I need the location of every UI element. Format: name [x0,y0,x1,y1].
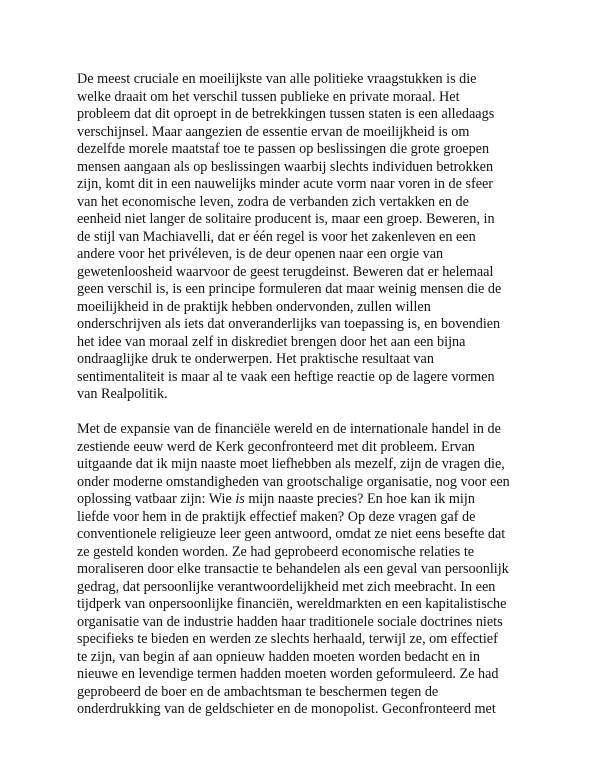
text-line: ondraaglijke druk te onderwerpen. Het praktische resultaat van [77,351,434,367]
text-segment: mijn naaste precies? En hoe kan ik mijn [244,491,475,507]
text-line: de stijl van Machiavelli, dat er één regel is voor het zakenleven en een [77,228,476,245]
paragraph-1 [77,71,527,404]
text-line: gewetenloosheid waarvoor de geest terugdeinst. Beweren dat er helemaal [77,263,494,280]
text-line: zijn, komt dit in een nauwelijks minder acute vorm naar voren in de sfeer [77,176,494,192]
italic-emphasis: is [235,491,245,507]
text-line: het idee van moraal zelf in diskrediet brengen door het aan een bijna [77,333,466,350]
text-line-with-italic [77,491,527,509]
text-line: tijdperk van onpersoonlijke financiën, wereldmarkten en een kapitalistische [77,596,507,612]
text-line: van Realpolitik. [77,386,168,402]
text-line: conventionele religieuze leer geen antwoord, omdat ze niet eens besefte dat [77,526,506,542]
text-line: verschijnsel. Maar aangezien de essentie ervan de moeilijkheid is om [77,123,470,140]
text-line: onderschrijven als iets dat onveranderlijks van toepassing is, en bovendien [77,316,501,332]
paragraph-2 [77,421,527,719]
text-line: moraliseren door elke transactie te behandelen als een geval van persoonlijk [77,561,509,577]
text-line: uitgaande dat ik mijn naaste moet liefhebben als mezelf, zijn de vragen die, [77,456,505,472]
text-line: nieuwe en levendige termen hadden moeten worden geformuleerd. Ze had [77,666,499,682]
text-segment: oplossing vatbaar zijn: Wie [77,491,236,507]
text-line: dezelfde morele maatstaf toe te passen op beslissingen die grote groepen [77,141,490,157]
text-line: liefde voor hem in de praktijk effectief maken? Op deze vragen gaf de [77,508,476,525]
text-line: organisatie van de industrie hadden haar traditionele sociale doctrines niets [77,613,503,630]
text-line: welke draait om het verschil tussen publieke en private moraal. Het [77,88,460,105]
document-page [77,71,527,719]
text-line: ze gesteld konden worden. Ze had geprobeerd economische relaties te [77,543,475,560]
text-line: moeilijkheid in de praktijk hebben ondervonden, zullen willen [77,298,431,315]
text-line: De meest cruciale en moeilijkste van alle politieke vraagstukken is die [77,71,477,87]
text-line: geen verschil is, is een principe formuleren dat maar weinig mensen die de [77,281,502,297]
text-line: onderdrukking van de geldschieter en de monopolist. Geconfronteerd met [77,701,496,717]
text-line: sentimentaliteit is maar al te vaak een heftige reactie op de lagere vormen [77,368,495,385]
text-line: specifieks te bieden en werden ze slechts herhaald, terwijl ze, om effectief [77,631,498,647]
text-line: geprobeerd de boer en de ambachtsman te beschermen tegen de [77,683,439,700]
text-line: onder moderne omstandigheden van grootschalige organisatie, nog voor een [77,473,510,490]
text-line: gedrag, dat persoonlijke verantwoordelijkheid met zich meebracht. In een [77,578,496,595]
text-line: mensen aangaan als op beslissingen waarbij slechts individuen betrokken [77,158,494,175]
text-line: eenheid niet langer de solitaire producent is, maar een groep. Beweren, in [77,211,495,227]
text-line: te zijn, van begin af aan opnieuw hadden moeten worden bedacht en in [77,648,481,665]
text-line: Met de expansie van de financiële wereld en de internationale handel in de [77,421,501,437]
text-line: probleem dat dit oproept in de betrekkingen tussen staten is een alledaags [77,106,495,122]
text-line: zestiende eeuw werd de Kerk geconfronteerd met dit probleem. Ervan [77,438,475,455]
text-line: van het economische leven, zodra de verbanden zich vertakken en de [77,193,469,210]
text-line: andere voor het privéleven, is de deur openen naar een orgie van [77,246,444,262]
